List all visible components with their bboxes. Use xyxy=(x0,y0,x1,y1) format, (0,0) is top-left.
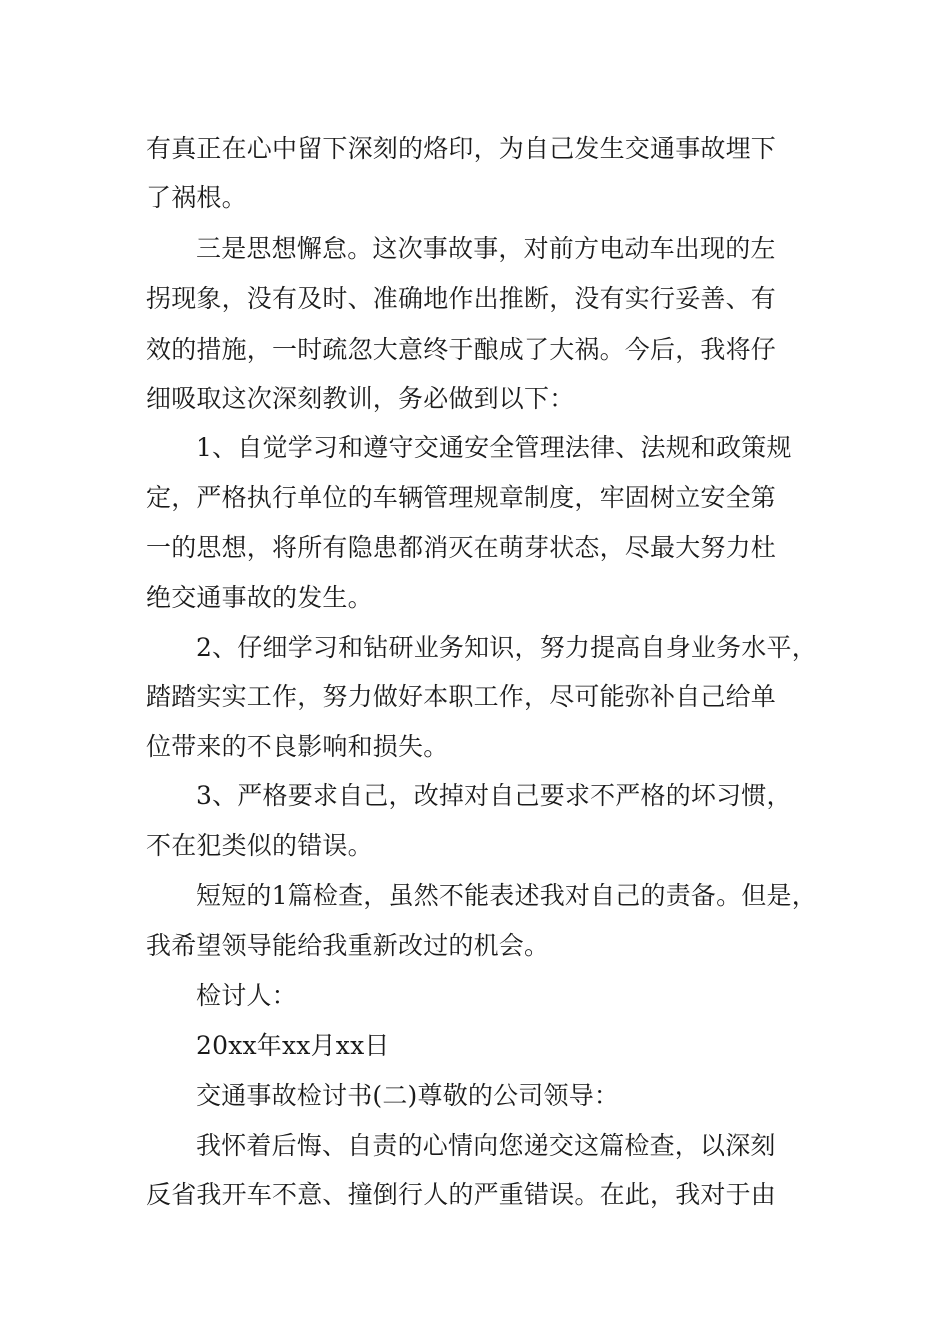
text-line: 绝交通事故的发生。 xyxy=(146,583,373,612)
text-line: 交通事故检讨书(二)尊敬的公司领导： xyxy=(196,1081,620,1110)
text-line: 检讨人： xyxy=(196,981,297,1010)
text-line: 3、严格要求自己，改掉对自己要求不严格的坏习惯， xyxy=(196,781,792,810)
text-line: 位带来的不良影响和损失。 xyxy=(146,732,449,761)
text-line: 拐现象，没有及时、准确地作出推断，没有实行妥善、有 xyxy=(146,284,777,313)
text-line: 2、仔细学习和钻研业务知识，努力提高自身业务水平， xyxy=(196,633,817,662)
text-line: 一的思想，将所有隐患都消灭在萌芽状态，尽最大努力杜 xyxy=(146,533,777,562)
text-line: 踏踏实实工作，努力做好本职工作，尽可能弥补自己给单 xyxy=(146,682,777,711)
text-line: 三是思想懈怠。这次事故事，对前方电动车出现的左 xyxy=(196,234,776,263)
text-line: 短短的1篇检查，虽然不能表述我对自己的责备。但是， xyxy=(196,881,817,910)
text-line: 我怀着后悔、自责的心情向您递交这篇检查，以深刻 xyxy=(196,1131,776,1160)
text-line: 了祸根。 xyxy=(146,183,247,212)
text-line: 20xx年xx月xx日 xyxy=(196,1031,390,1060)
text-line: 我希望领导能给我重新改过的机会。 xyxy=(146,931,550,960)
text-line: 细吸取这次深刻教训，务必做到以下： xyxy=(146,384,575,413)
text-line: 有真正在心中留下深刻的烙印，为自己发生交通事故埋下 xyxy=(146,134,777,163)
text-line: 反省我开车不意、撞倒行人的严重错误。在此，我对于由 xyxy=(146,1180,777,1209)
text-line: 定，严格执行单位的车辆管理规章制度，牢固树立安全第 xyxy=(146,483,777,512)
text-line: 效的措施，一时疏忽大意终于酿成了大祸。今后，我将仔 xyxy=(146,335,777,364)
text-line: 不在犯类似的错误。 xyxy=(146,831,373,860)
text-line: 1、自觉学习和遵守交通安全管理法律、法规和政策规 xyxy=(196,433,792,462)
